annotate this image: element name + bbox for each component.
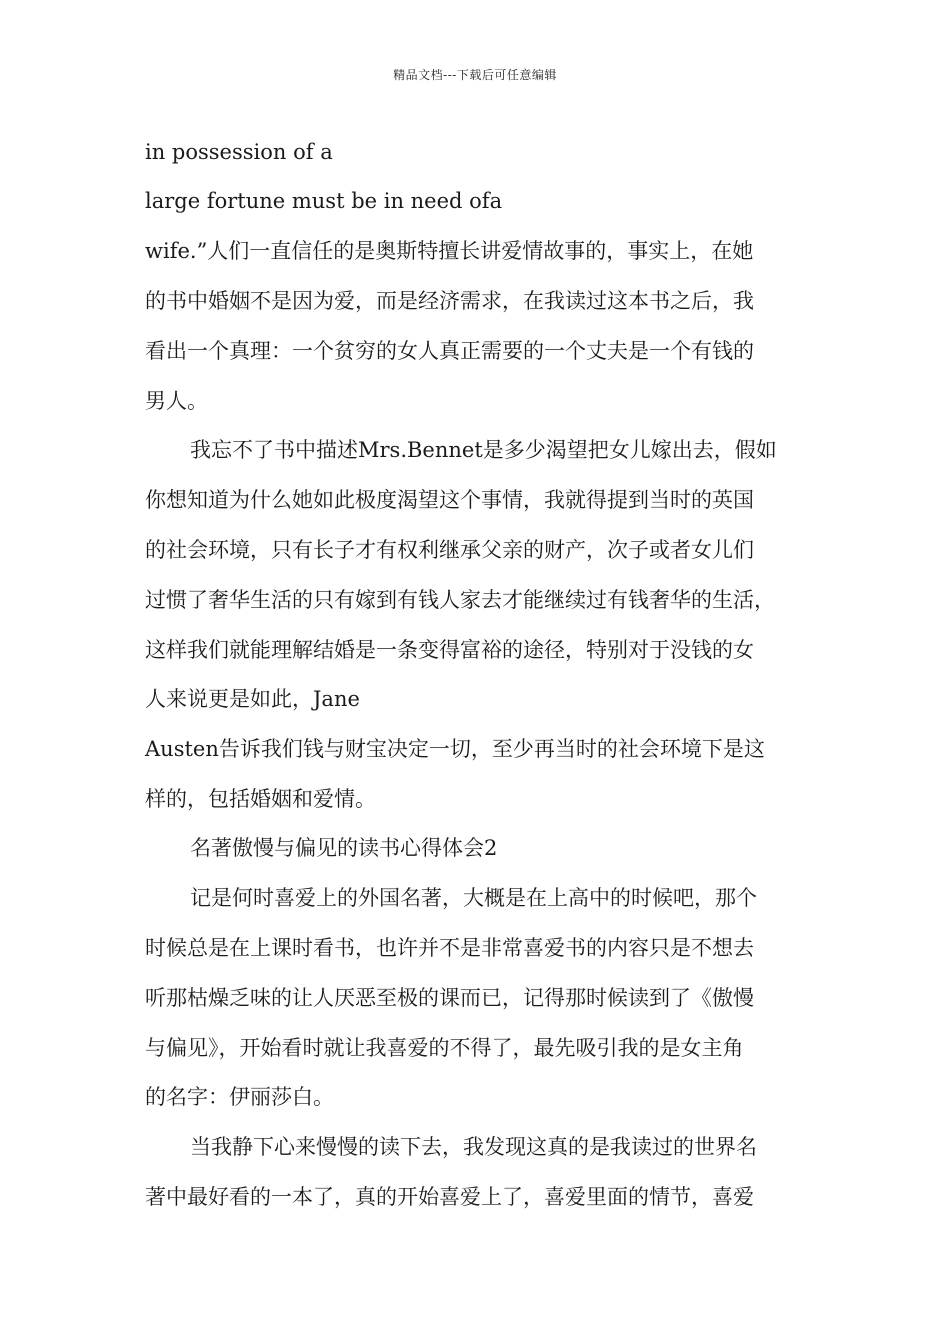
text-line: Austen告诉我们钱与财宝决定一切，至少再当时的社会环境下是这 [145,737,765,761]
text-line: 你想知道为什么她如此极度渴望这个事情，我就得提到当时的英国 [145,488,754,512]
text-line: 看出一个真理：一个贫穷的女人真正需要的一个丈夫是一个有钱的 [145,339,754,363]
text-line: large fortune must be in need ofa [145,189,503,213]
paragraph-first-line: 我忘不了书中描述Mrs.Bennet是多少渴望把女儿嫁出去，假如 [190,438,777,462]
text-line: wife.”人们一直信任的是奥斯特擅长讲爱情故事的，事实上，在她 [145,239,754,263]
text-line: 这样我们就能理解结婚是一条变得富裕的途径，特别对于没钱的女 [145,638,754,662]
text-line: 样的，包括婚姻和爱情。 [145,787,376,811]
text-line: 听那枯燥乏味的让人厌恶至极的课而已，记得那时候读到了《傲慢 [145,986,754,1010]
page-header: 精品文档---下载后可任意编辑 [393,68,557,82]
text-line: 与偏见》，开始看时就让我喜爱的不得了，最先吸引我的是女主角 [145,1036,744,1060]
text-line: 的名字：伊丽莎白。 [145,1085,334,1109]
paragraph-first-line: 记是何时喜爱上的外国名著，大概是在上高中的时候吧，那个 [190,886,757,910]
text-line: 的书中婚姻不是因为爱，而是经济需求，在我读过这本书之后，我 [145,289,754,313]
text-line: 人来说更是如此，Jane [145,687,360,711]
text-line: 时候总是在上课时看书，也许并不是非常喜爱书的内容只是不想去 [145,936,754,960]
text-line: 过惯了奢华生活的只有嫁到有钱人家去才能继续过有钱奢华的生活， [145,588,775,612]
text-line: 的社会环境，只有长子才有权利继承父亲的财产，次子或者女儿们 [145,538,754,562]
text-line: in possession of a [145,140,333,164]
section-heading: 名著傲慢与偏见的读书心得体会2 [190,836,498,860]
paragraph-first-line: 当我静下心来慢慢的读下去，我发现这真的是我读过的世界名 [190,1135,757,1159]
text-line: 著中最好看的一本了，真的开始喜爱上了，喜爱里面的情节，喜爱 [145,1185,754,1209]
text-line: 男人。 [145,389,208,413]
